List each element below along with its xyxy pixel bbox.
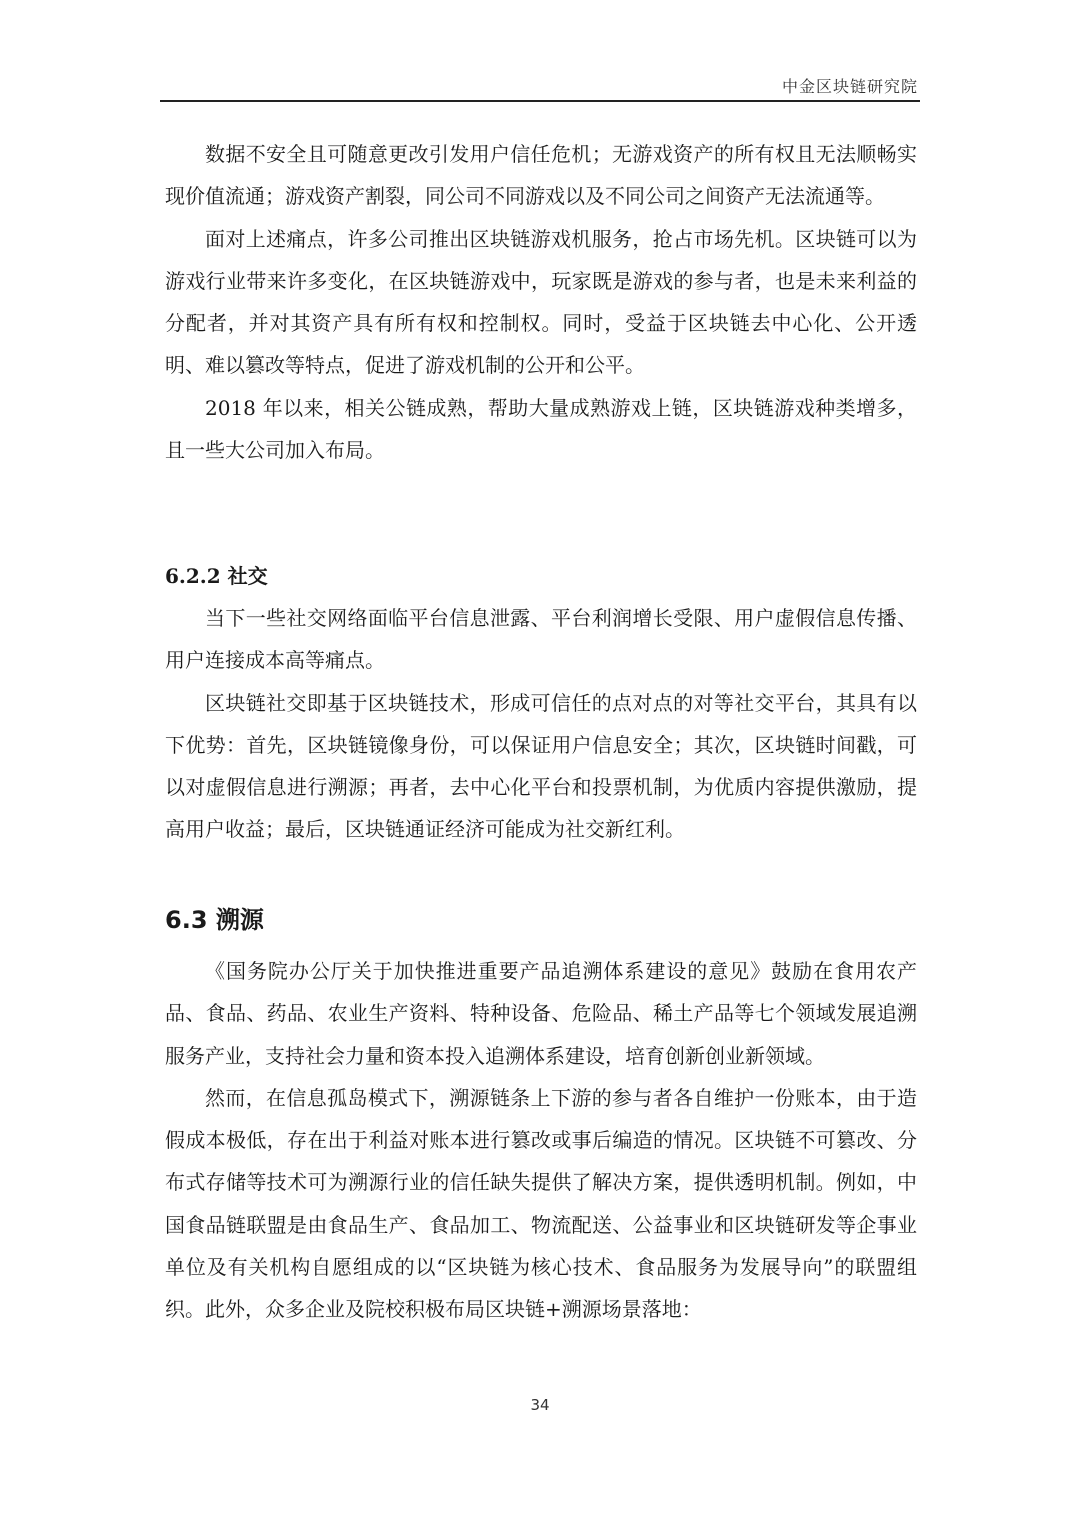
paragraph-trace-policy: 《国务院办公厅关于加快推进重要产品追溯体系建设的意见》鼓励在食用农产品、食品、药品、农业生产资料、特种设备、危险品、稀土产品等七个领域发展追溯服务产业，支持社会力量和资本投入追溯体系建设，培育创新创业新领域。 — [165, 959, 917, 1068]
header-title: 中金区块链研究院 — [781, 77, 918, 96]
traceability-section-body — [165, 950, 917, 1331]
paragraph-social-pain-points: 当下一些社交网络面临平台信息泄露、平台利润增长受限、用户虚假信息传播、用户连接成本高等痛点。 — [165, 606, 917, 673]
paragraph-trace-blockchain: 然而，在信息孤岛模式下，溯源链条上下游的参与者各自维护一份账本，由于造假成本极低，存在出于利益对账本进行篡改或事后编造的情况。区块链不可篡改、分布式存储等技术可为溯源行业的信任缺失提供了解决方案，提供透明机制。例如，中国食品链联盟是由食品生产、食品加工、物流配送、公益事业和区块链研发等企事业单位及有关机构自愿组成的以“区块链为核心技术、食品服务为发展导向”的联盟组织。此外，众多企业及院校积极布局区块链+溯源场景落地： — [165, 1085, 917, 1322]
social-section-body — [165, 597, 917, 851]
game-section-body — [165, 133, 917, 471]
paragraph-game-2018: 2018 年以来，相关公链成熟，帮助大量成熟游戏上链，区块链游戏种类增多，且一些大公司加入布局。 — [165, 395, 917, 463]
subsection-heading-social: 6.2.2 社交 — [165, 564, 268, 588]
paragraph-game-blockchain: 面对上述痛点，许多公司推出区块链游戏机服务，抢占市场先机。区块链可以为游戏行业带来许多变化，在区块链游戏中，玩家既是游戏的参与者，也是未来利益的分配者，并对其资产具有所有权和控制权。同时，受益于区块链去中心化、公开透明、难以篡改等特点，促进了游戏机制的公开和公平。 — [165, 226, 917, 378]
paragraph-social-advantages: 区块链社交即基于区块链技术，形成可信任的点对点的对等社交平台，其具有以下优势：首先，区块链镜像身份，可以保证用户信息安全；其次，区块链时间戳，可以对虚假信息进行溯源；再者，去中心化平台和投票机制，为优质内容提供激励，提高用户收益；最后，区块链通证经济可能成为社交新红利。 — [165, 690, 917, 842]
paragraph-game-pain-points: 数据不安全且可随意更改引发用户信任危机；无游戏资产的所有权且无法顺畅实现价值流通；游戏资产割裂，同公司不同游戏以及不同公司之间资产无法流通等。 — [165, 142, 917, 209]
page-header — [160, 72, 920, 102]
page-number: 34 — [530, 1396, 550, 1414]
section-heading-traceability: 6.3 溯源 — [165, 906, 264, 934]
